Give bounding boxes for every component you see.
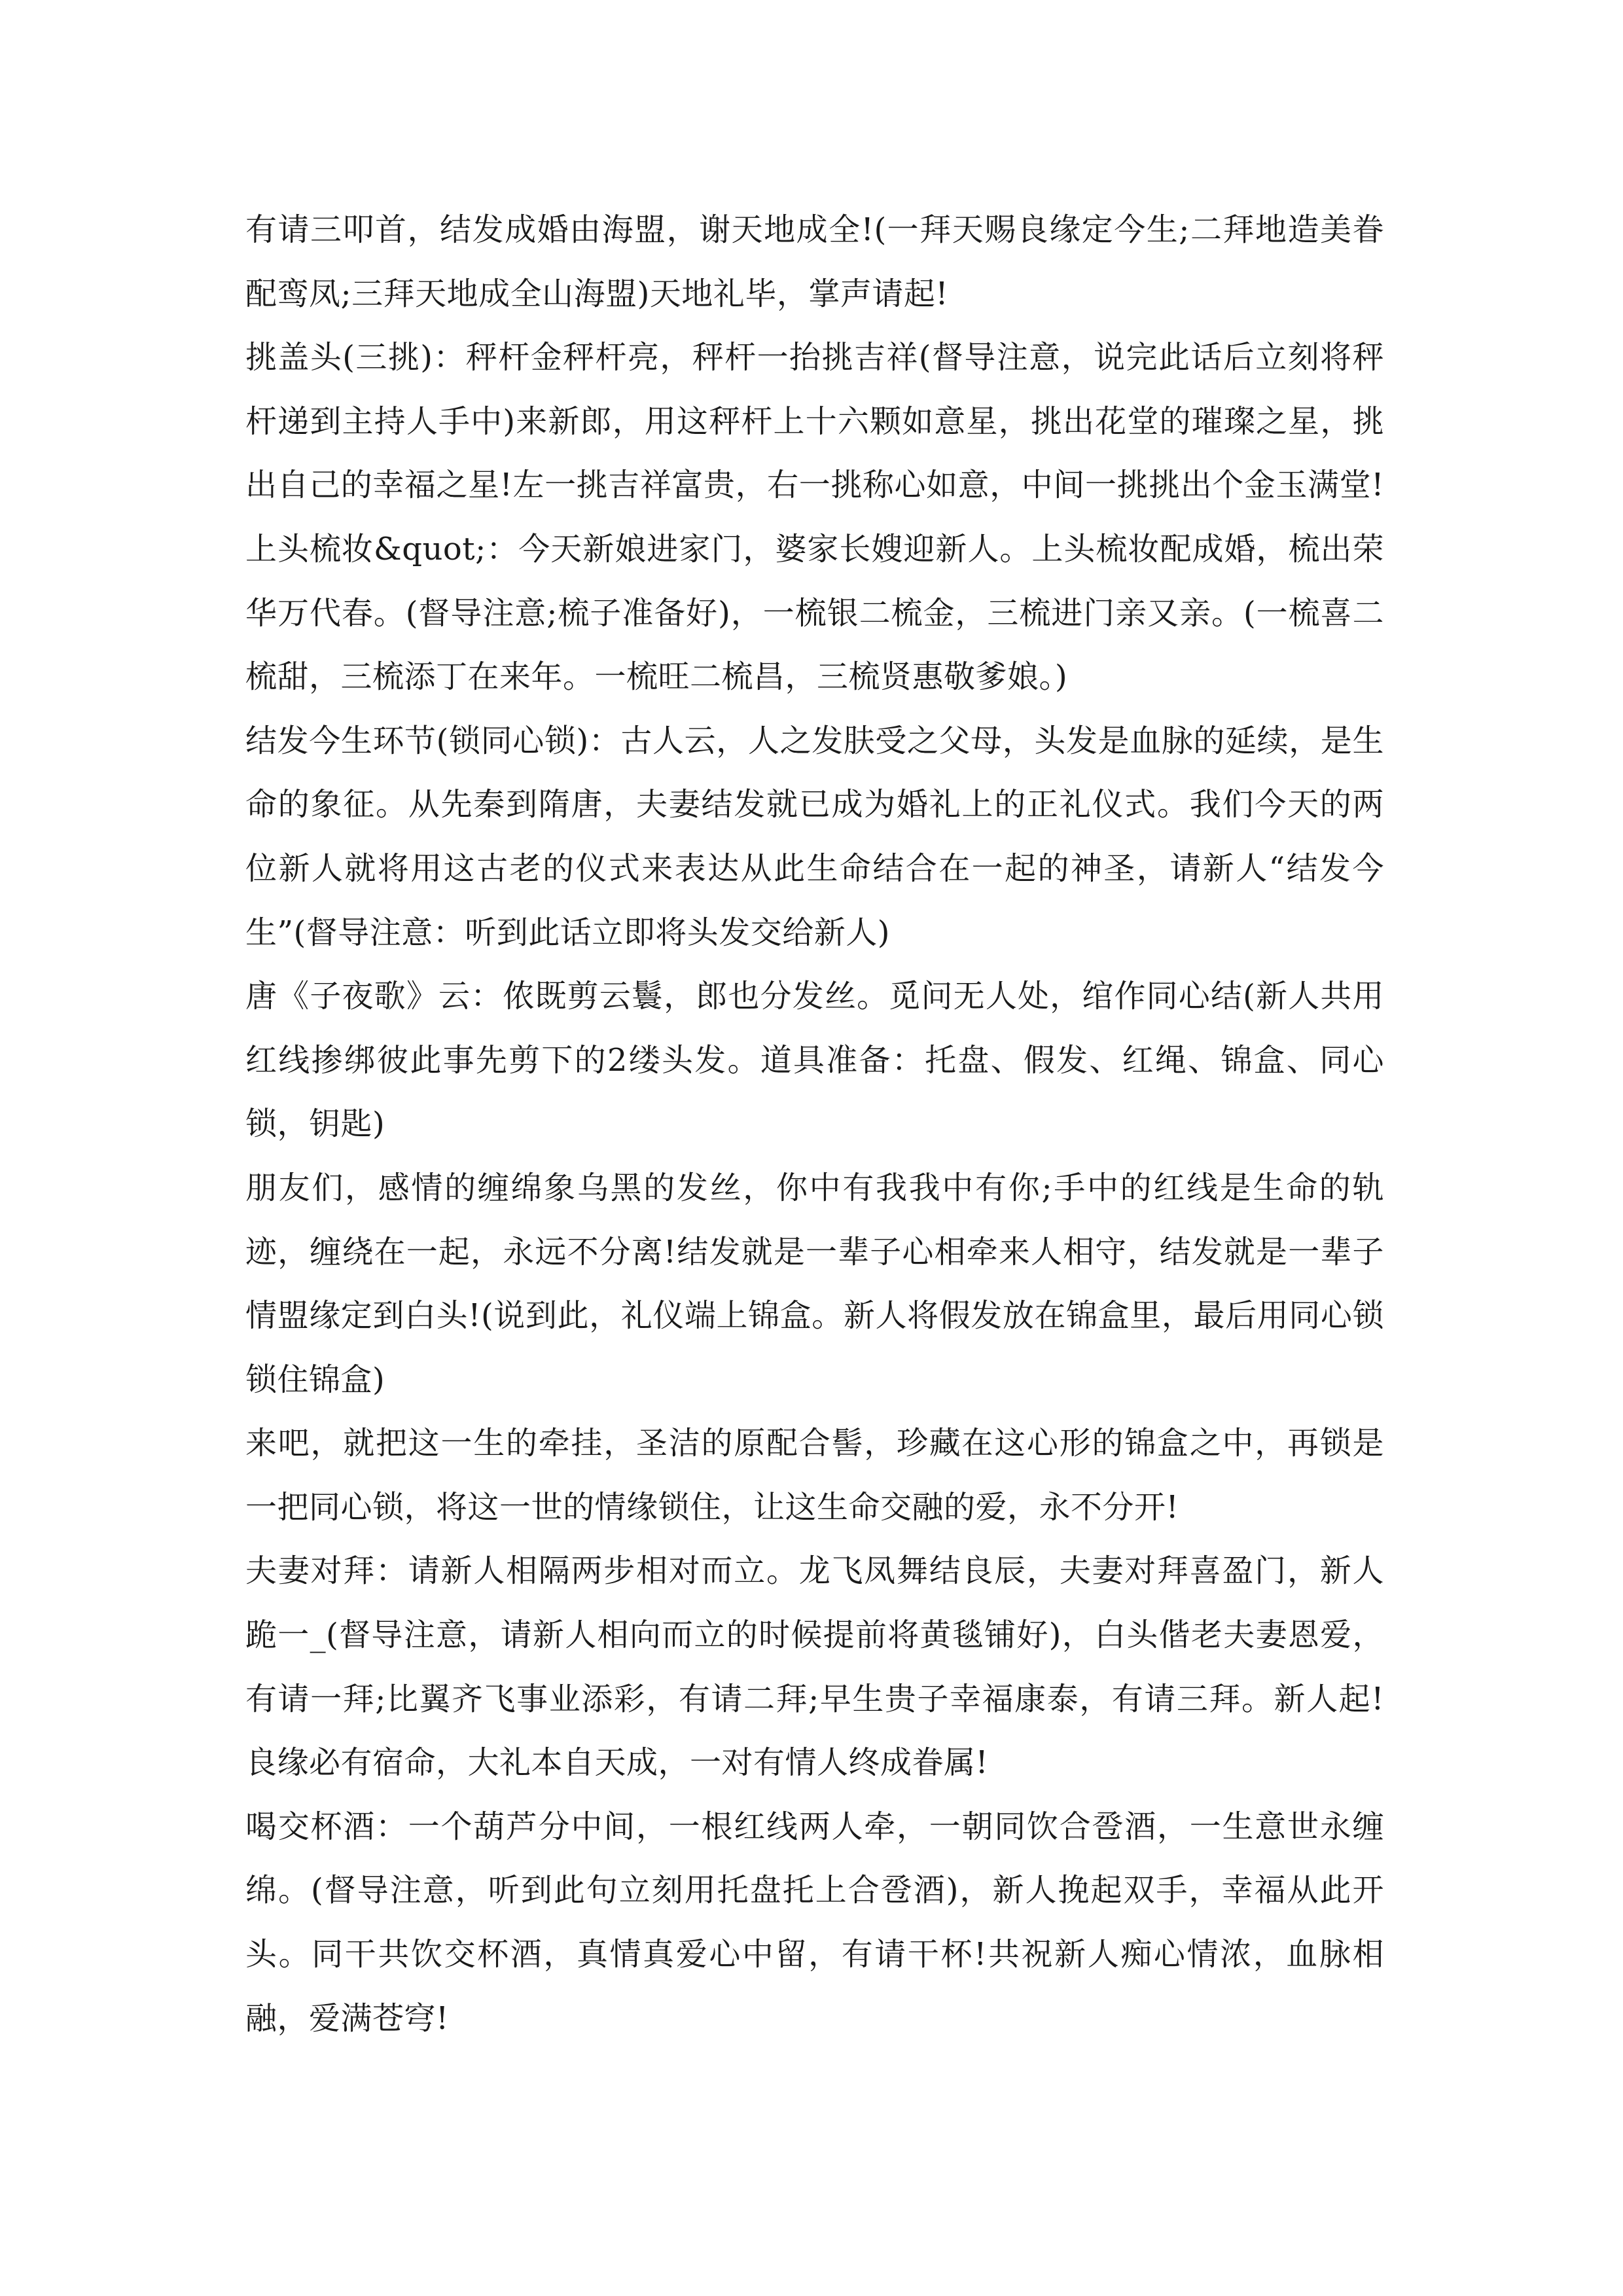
- document-body: [245, 198, 1384, 2051]
- paragraph-couple-bow: 夫妻对拜：请新人相隔两步相对而立。龙飞凤舞结良辰，夫妻对拜喜盈门，新人跪一_(督导注意，请新人相向而立的时候提前将黄毯铺好)，白头偕老夫妻恩爱，有请一拜;比翼齐飞事业添彩，有请二拜;早生贵子幸福康泰，有请三拜。新人起!良缘必有宿命，大礼本自天成，一对有情人终成眷属!: [245, 1552, 1384, 1782]
- paragraph-tie-hair: 结发今生环节(锁同心锁)：古人云，人之发肤受之父母，头发是血脉的延续，是生命的象征。从先秦到隋唐，夫妻结发就已成为婚礼上的正礼仪式。我们今天的两位新人就将用这古老的仪式来表达从此生命结合在一起的神圣，请新人“结发今生”(督导注意：听到此话立即将头发交给新人): [245, 722, 1384, 951]
- paragraph-friends: 朋友们，感情的缠绵象乌黑的发丝，你中有我我中有你;手中的红线是生命的轨迹，缠绕在一起，永远不分离!结发就是一辈子心相牵来人相守，结发就是一辈子情盟缘定到白头!(说到此，礼仪端上锦盒。新人将假发放在锦盒里，最后用同心锁锁住锦盒): [245, 1169, 1384, 1398]
- paragraph-lock-box: 来吧，就把这一生的牵挂，圣洁的原配合髻，珍藏在这心形的锦盒之中，再锁是一把同心锁，将这一世的情缘锁住，让这生命交融的爱，永不分开!: [245, 1425, 1384, 1526]
- paragraph-cross-cup-wine: 喝交杯酒：一个葫芦分中间，一根红线两人牵，一朝同饮合卺酒，一生意世永缠绵。(督导注意，听到此句立刻用托盘托上合卺酒)，新人挽起双手，幸福从此开头。同干共饮交杯酒，真情真爱心中留，有请干杯!共祝新人痴心情浓，血脉相融，爱满苍穹!: [245, 1808, 1384, 2037]
- paragraph-bow-heaven-earth: 有请三叩首，结发成婚由海盟，谢天地成全!(一拜天赐良缘定今生;二拜地造美眷配鸾凤;三拜天地成全山海盟)天地礼毕，掌声请起!: [245, 211, 1384, 312]
- paragraph-midnight-song: 唐《子夜歌》云：侬既剪云鬟，郎也分发丝。觅问无人处，绾作同心结(新人共用红线掺绑彼此事先剪下的2缕头发。道具准备：托盘、假发、红绳、锦盒、同心锁，钥匙): [245, 978, 1384, 1143]
- paragraph-lift-veil: 挑盖头(三挑)：秤杆金秤杆亮，秤杆一抬挑吉祥(督导注意，说完此话后立刻将秤杆递到主持人手中)来新郎，用这秤杆上十六颗如意星，挑出花堂的璀璨之星，挑出自己的幸福之星!左一挑吉祥富贵，右一挑称心如意，中间一挑挑出个金玉满堂!上头梳妆&quot;：今天新娘进家门，婆家长嫂迎新人。上头梳妆配成婚，梳出荣华万代春。(督导注意;梳子准备好)，一梳银二梳金，三梳进门亲又亲。(一梳喜二梳甜，三梳添丁在来年。一梳旺二梳昌，三梳贤惠敬爹娘。): [245, 339, 1384, 696]
